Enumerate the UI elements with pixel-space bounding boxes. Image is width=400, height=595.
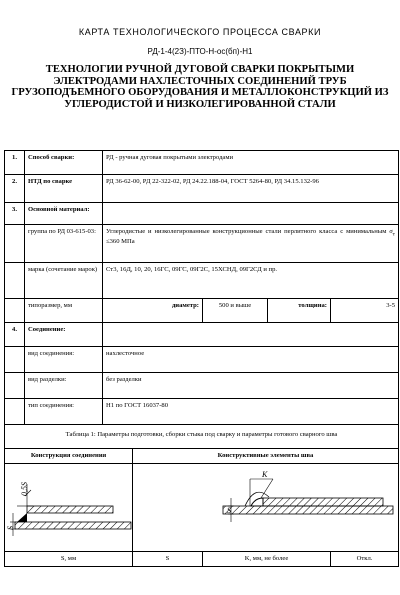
material-group-label: группа по РД 03-615-03: [25, 225, 103, 263]
row-welding-method [5, 151, 399, 175]
welding-process-table [4, 150, 399, 567]
row-params-header [5, 552, 399, 567]
ntd-value: РД 36-62-00, РД 22-322-02, РД 24.22.188-04, ГОСТ 5264-80, РД 34.15.132-96 [103, 175, 399, 203]
edge-prep-value: без разделки [103, 373, 399, 399]
param-deviation: Откл. [331, 552, 399, 567]
material-group-limit: ≤360 МПа [106, 238, 135, 246]
row-base-material [5, 203, 399, 225]
diameter-value: 500 и выше [203, 299, 268, 323]
empty-cell [5, 225, 25, 263]
diameter-label: диаметр: [103, 299, 203, 323]
row-table1-sketches [5, 464, 399, 552]
joint-type-value: нахлесточное [103, 347, 399, 373]
upper-plate [263, 498, 383, 506]
row-edge-prep [5, 373, 399, 399]
lower-plate [223, 506, 393, 514]
fillet-weld [251, 498, 263, 506]
empty-cell [5, 299, 25, 323]
material-group-value [103, 225, 399, 263]
row-number: 1. [5, 151, 25, 175]
weld-elements-cell [133, 464, 399, 552]
s-dim-right: S [227, 506, 231, 515]
row-table1-headers [5, 449, 399, 464]
welding-method-label: Способ сварки: [25, 151, 103, 175]
material-grade-label: марка (сочетание марок) [25, 263, 103, 299]
base-material-empty [103, 203, 399, 225]
joint-label: Соединение: [25, 323, 103, 347]
material-grade-value: Ст3, 16Д, 10, 20, 16ГС, 09ГС, 09Г2С, 15ХСНД, 09Г2СД и пр. [103, 263, 399, 299]
joint-standard-label: тип соединения: [25, 399, 103, 425]
param-k-max: K, мм, не более [203, 552, 331, 567]
weld-elements-header: Конструктивные элементы шва [133, 449, 399, 464]
s-dim-left: S [6, 526, 15, 530]
edge-prep-label: вид разделки: [25, 373, 103, 399]
sigma-symbol: σ [389, 228, 393, 235]
row-size [5, 299, 399, 323]
half-s-dim: 0,5S [20, 482, 29, 496]
joint-design-sketch [5, 464, 133, 548]
param-s-mm: S, мм [5, 552, 133, 567]
card-title: КАРТА ТЕХНОЛОГИЧЕСКОГО ПРОЦЕССА СВАРКИ [78, 27, 322, 37]
k-label: K [262, 470, 268, 479]
row-number: 4. [5, 323, 25, 347]
welding-method-value: РД - ручная дуговая покрытыми электродами [103, 151, 399, 175]
row-material-group [5, 225, 399, 263]
joint-design-cell [5, 464, 133, 552]
row-joint-standard [5, 399, 399, 425]
top-plate [27, 506, 113, 513]
row-number: 3. [5, 203, 25, 225]
param-s: S [133, 552, 203, 567]
joint-standard-value: Н1 по ГОСТ 16037-80 [103, 399, 399, 425]
card-code: РД-1-4(2З)-ПТО-Н-ос(бп)-Н1 [147, 47, 253, 56]
sigma-subscript: т [392, 231, 395, 238]
weld-elements-sketch [133, 464, 399, 548]
row-joint-type [5, 347, 399, 373]
empty-cell [5, 263, 25, 299]
weld-left [17, 513, 27, 522]
bottom-plate [15, 522, 131, 529]
joint-type-label: вид соединения: [25, 347, 103, 373]
row-table1-caption [5, 425, 399, 449]
ntd-label: НТД по сварке [25, 175, 103, 203]
joint-empty [103, 323, 399, 347]
joint-design-header: Конструкция соединения [5, 449, 133, 464]
document-title: ТЕХНОЛОГИИ РУЧНОЙ ДУГОВОЙ СВАРКИ ПОКРЫТЫМИ ЭЛЕКТРОДАМИ НАХЛЕСТОЧНЫХ СОЕДИНЕНИЙ ТРУБ ГРУЗОПОДЪЕМНОГО ОБОРУДОВАНИЯ И МЕТАЛЛОКОНСТРУКЦИЙ ИЗ УГЛЕРОДИСТОЙ И НИЗКОЛЕГИРОВАННОЙ СТАЛИ [11, 64, 389, 110]
thickness-value: 3-5 [331, 299, 399, 323]
empty-cell [5, 399, 25, 425]
base-material-label: Основной материал: [25, 203, 103, 225]
row-material-grade [5, 263, 399, 299]
size-label: типоразмер, мм [25, 299, 103, 323]
empty-cell [5, 373, 25, 399]
row-ntd [5, 175, 399, 203]
row-joint [5, 323, 399, 347]
empty-cell [5, 347, 25, 373]
thickness-label: толщина: [268, 299, 331, 323]
row-number: 2. [5, 175, 25, 203]
material-group-text: Углеродистые и низколегированные конструкционные стали перлитного класса с минимальным [106, 228, 387, 235]
table1-caption: Таблица 1: Параметры подготовки, сборки стыка под сварку и параметры готового сварного шва [5, 425, 399, 449]
